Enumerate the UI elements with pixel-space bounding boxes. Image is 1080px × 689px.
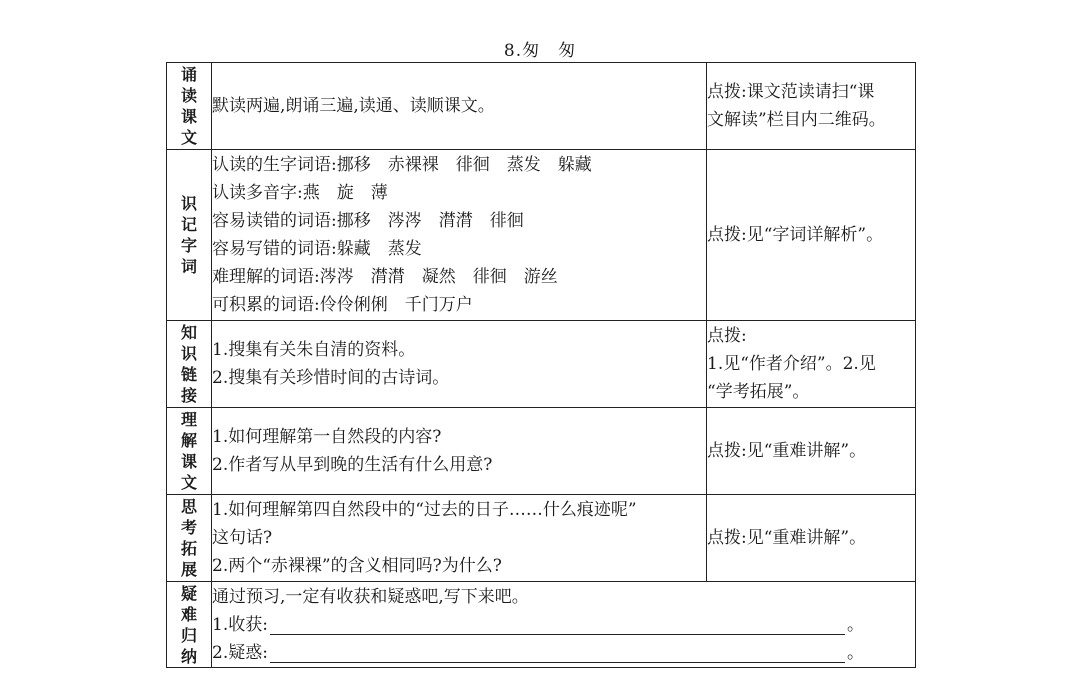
row-label bbox=[167, 321, 212, 408]
label-char: 纳 bbox=[180, 646, 197, 666]
label-char: 难 bbox=[180, 604, 197, 624]
row-hint bbox=[707, 321, 916, 408]
label-char: 解 bbox=[180, 431, 197, 450]
label-char: 拓 bbox=[180, 539, 197, 558]
content-line: 认读多音字:燕 旋 薄 bbox=[212, 183, 388, 203]
label-char: 字 bbox=[180, 236, 197, 255]
intro-line: 通过预习,一定有收获和疑惑吧,写下来吧。 bbox=[212, 586, 529, 607]
label-char: 知 bbox=[180, 323, 197, 342]
content-line: 2.两个“赤裸裸”的含义相同吗?为什么? bbox=[212, 556, 502, 576]
content-line: 1.如何理解第一自然段的内容? bbox=[212, 427, 442, 447]
label-char: 文 bbox=[180, 473, 197, 492]
row-knowledge-link bbox=[167, 321, 916, 408]
content-line: 2.搜集有关珍惜时间的古诗词。 bbox=[212, 368, 450, 388]
row-understand-text bbox=[167, 408, 916, 495]
label-char: 思 bbox=[180, 497, 197, 516]
content-line: 可积累的词语:伶伶俐俐 千门万户 bbox=[212, 295, 473, 315]
label-char: 疑 bbox=[180, 583, 197, 603]
row-content bbox=[212, 582, 916, 668]
preview-worksheet-table bbox=[166, 62, 916, 668]
row-content bbox=[212, 495, 707, 582]
label-char: 归 bbox=[180, 625, 197, 645]
label-char: 展 bbox=[180, 560, 197, 579]
label-char: 文 bbox=[180, 128, 197, 147]
content-line: 默读两遍,朗诵三遍,读通、读顺课文。 bbox=[212, 96, 495, 116]
label-char: 接 bbox=[180, 386, 197, 405]
content-line: 容易写错的词语:躲藏 蒸发 bbox=[212, 239, 422, 259]
row-content bbox=[212, 321, 707, 408]
hint-line: “学考拓展”。 bbox=[707, 382, 810, 402]
row-hint bbox=[707, 495, 916, 582]
content-line: 1.如何理解第四自然段中的“过去的日子……什么痕迹呢” bbox=[212, 500, 637, 520]
hint-line: 1.见“作者介绍”。2.见 bbox=[707, 354, 876, 374]
label-char: 课 bbox=[180, 107, 197, 126]
row-recite-text bbox=[167, 63, 916, 150]
row-hint bbox=[707, 63, 916, 150]
harvest-line bbox=[212, 611, 915, 639]
label-char: 理 bbox=[180, 410, 197, 429]
page-title: 8.匆 匆 bbox=[503, 41, 577, 61]
label-char: 考 bbox=[180, 518, 197, 537]
label-char: 识 bbox=[180, 344, 197, 363]
row-doubts-summary bbox=[167, 582, 916, 668]
harvest-blank[interactable] bbox=[270, 614, 845, 635]
hint-line: 文解读”栏目内二维码。 bbox=[707, 110, 886, 130]
hint-line: 点拨:见“重难讲解”。 bbox=[707, 441, 867, 461]
hint-line: 点拨:课文范读请扫“课 bbox=[707, 82, 875, 102]
content-line: 2.作者写从早到晚的生活有什么用意? bbox=[212, 455, 493, 475]
hint-line: 点拨:见“重难讲解”。 bbox=[707, 528, 867, 548]
label-char: 识 bbox=[180, 194, 197, 213]
hint-line: 点拨:见“字词详解析”。 bbox=[707, 225, 884, 245]
label-char: 记 bbox=[180, 215, 197, 234]
row-label bbox=[167, 63, 212, 150]
doubt-label: 2.疑惑: bbox=[212, 642, 268, 663]
row-hint bbox=[707, 408, 916, 495]
label-char: 课 bbox=[180, 452, 197, 471]
row-memorize-words bbox=[167, 150, 916, 321]
content-line: 难理解的词语:涔涔 潸潸 凝然 徘徊 游丝 bbox=[212, 267, 558, 287]
end-mark: 。 bbox=[846, 642, 864, 663]
doubt-line bbox=[212, 639, 915, 667]
hint-line: 点拨: bbox=[707, 326, 747, 346]
row-hint bbox=[707, 150, 916, 321]
row-label bbox=[167, 150, 212, 321]
row-think-expand bbox=[167, 495, 916, 582]
content-line: 这句话? bbox=[212, 528, 273, 548]
label-char: 链 bbox=[180, 365, 197, 384]
row-content bbox=[212, 150, 707, 321]
doubt-blank[interactable] bbox=[270, 642, 845, 663]
label-char: 读 bbox=[180, 86, 197, 105]
harvest-label: 1.收获: bbox=[212, 614, 268, 635]
content-line: 1.搜集有关朱自清的资料。 bbox=[212, 340, 416, 360]
row-label bbox=[167, 582, 212, 668]
row-label bbox=[167, 408, 212, 495]
content-line: 认读的生字词语:挪移 赤裸裸 徘徊 蒸发 躲藏 bbox=[212, 155, 592, 175]
label-char: 词 bbox=[180, 257, 197, 276]
row-content bbox=[212, 408, 707, 495]
row-content bbox=[212, 63, 707, 150]
row-label bbox=[167, 495, 212, 582]
content-line: 容易读错的词语:挪移 涔涔 潸潸 徘徊 bbox=[212, 211, 524, 231]
label-char: 诵 bbox=[180, 65, 197, 84]
end-mark: 。 bbox=[846, 614, 864, 635]
